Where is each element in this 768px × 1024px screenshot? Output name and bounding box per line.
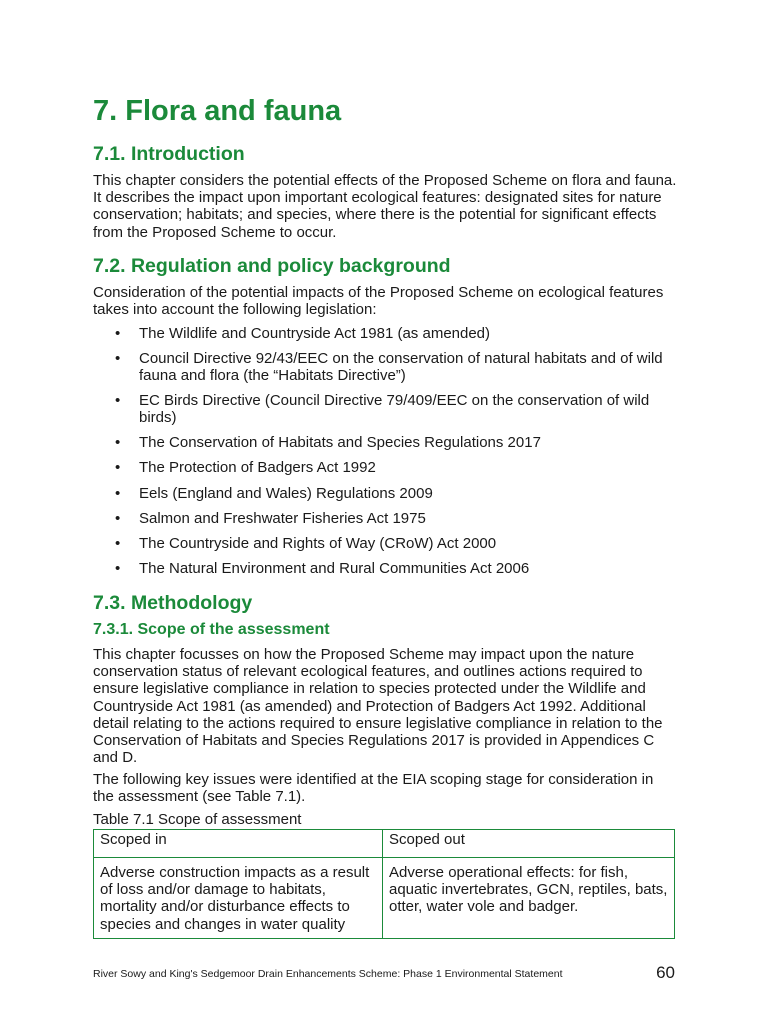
list-item: • Salmon and Freshwater Fisheries Act 1975 [115, 510, 426, 527]
bullet-icon: • [115, 325, 121, 342]
subsection-heading-scope: 7.3.1. Scope of the assessment [93, 621, 330, 638]
bullet-icon: • [115, 535, 121, 552]
introduction-paragraph: This chapter considers the potential effects of the Proposed Scheme on flora and fauna. It describes the impact upon important ecological features: designated sites for nature conservation; habitats; and species, where there is the potential for significant effects from the Proposed Scheme to occur. [93, 172, 677, 241]
bullet-icon: • [115, 459, 121, 476]
list-item: • The Natural Environment and Rural Communities Act 2006 [115, 560, 530, 577]
bullet-icon: • [115, 510, 121, 527]
bullet-icon: • [115, 560, 121, 577]
list-item: • The Protection of Badgers Act 1992 [115, 459, 376, 476]
table-caption: Table 7.1 Scope of assessment [93, 811, 302, 828]
table-header-cell: Scoped in [94, 830, 383, 858]
footer-text: River Sowy and King's Sedgemoor Drain Enhancements Scheme: Phase 1 Environmental Statement [93, 968, 563, 980]
table-row [94, 858, 675, 939]
chapter-title: 7. Flora and fauna [93, 95, 342, 127]
bullet-icon: • [115, 485, 121, 502]
list-item: • Council Directive 92/43/EEC on the conservation of natural habitats and of wild fauna and flora (the “Habitats Directive”) [115, 350, 663, 385]
scoping-paragraph: The following key issues were identified at the EIA scoping stage for consideration in the assessment (see Table 7.1). [93, 771, 654, 806]
section-heading-methodology: 7.3. Methodology [93, 592, 253, 614]
section-heading-introduction: 7.1. Introduction [93, 143, 245, 165]
methodology-paragraph: This chapter focusses on how the Proposed Scheme may impact upon the nature conservation status of relevant ecological features, and outlines actions required to ensure legislative compliance in relation to species protected under the Wildlife and Countryside Act 1981 (as amended) and Protection of Badgers Act 1992. Additional detail relating to the actions required to ensure legislative compliance in relation to the Conservation of Habitats and Species Regulations 2017 is provided in Appendices C and D. [93, 646, 663, 767]
list-item: • The Wildlife and Countryside Act 1981 (as amended) [115, 325, 491, 342]
section-heading-regulation: 7.2. Regulation and policy background [93, 255, 451, 277]
table-header-row [94, 830, 675, 858]
list-item: • The Countryside and Rights of Way (CRoW) Act 2000 [115, 535, 497, 552]
bullet-icon: • [115, 392, 121, 409]
list-item: • The Conservation of Habitats and Species Regulations 2017 [115, 434, 541, 451]
regulation-paragraph: Consideration of the potential impacts of the Proposed Scheme on ecological features takes into account the following legislation: [93, 284, 664, 319]
bullet-icon: • [115, 434, 121, 451]
list-item: • EC Birds Directive (Council Directive 79/409/EEC on the conservation of wild birds) [115, 392, 650, 427]
table-cell: Adverse construction impacts as a result of loss and/or damage to habitats, mortality and/or disturbance effects to species and changes in water quality [94, 858, 383, 939]
list-item: • Eels (England and Wales) Regulations 2009 [115, 485, 433, 502]
table-cell: Adverse operational effects: for fish, aquatic invertebrates, GCN, reptiles, bats, otter, water vole and badger. [383, 858, 675, 939]
bullet-icon: • [115, 350, 121, 367]
scope-table [93, 829, 675, 939]
table-header-cell: Scoped out [383, 830, 675, 858]
page-number: 60 [656, 963, 675, 982]
